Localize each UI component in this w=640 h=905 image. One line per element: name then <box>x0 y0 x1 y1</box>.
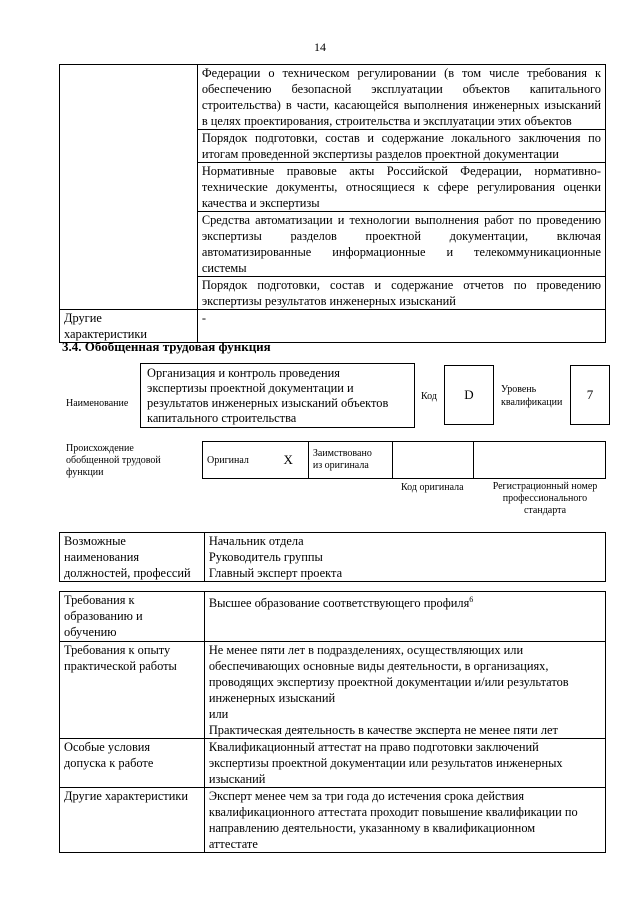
table-row <box>60 592 606 642</box>
name-label: Наименование <box>66 398 129 409</box>
table-cell: Порядок подготовки, состав и содержание локального заключения по итогам проведенной экспертизы разделов проектной документации <box>197 130 605 163</box>
origin-label: Происхождение обобщенной трудовой функции <box>66 443 161 478</box>
page-number: 14 <box>314 40 326 54</box>
positions-values: Начальник отдела Руководитель группы Главный эксперт проекта <box>204 533 605 582</box>
level-box <box>570 365 610 425</box>
code-caption: Код оригинала <box>401 482 464 493</box>
knowledge-table <box>59 64 606 343</box>
table-row-label: Другие характеристики <box>60 310 198 343</box>
table-cell-empty <box>60 65 198 310</box>
admission-value: Квалификационный аттестат на право подготовки заключений экспертизы проектной документации или результатов инженерных изысканий <box>204 739 605 788</box>
table-row <box>60 788 606 853</box>
table-cell: Федерации о техническом регулировании (в том числе требования к обеспечению безопасной эксплуатации объектов капитального строительства) в части, касающейся выполнения инженерных изысканий в целях проектирования, строительства и эксплуатации этих объектов <box>197 65 605 130</box>
level-label: Уровень квалификации <box>501 384 563 408</box>
requirements-table <box>59 591 606 853</box>
code-box <box>444 365 494 425</box>
table-cell: Средства автоматизации и технологии выполнения работ по проведению экспертизы разделов проектной документации, включая автоматизированные информационные и телекоммуникационные системы <box>197 212 605 277</box>
code-value: D <box>464 387 474 402</box>
experience-label: Требования к опыту практической работы <box>60 642 205 739</box>
origin-table <box>202 441 606 479</box>
table-cell: - <box>197 310 605 343</box>
positions-table <box>59 532 606 582</box>
code-label: Код <box>421 391 437 402</box>
reg-caption: Регистрационный номер профессионального стандарта <box>492 481 598 516</box>
original-label: Оригинал <box>203 442 269 479</box>
footnote-mark: 6 <box>469 595 474 604</box>
other-label: Другие характеристики <box>60 788 205 853</box>
other-value: Эксперт менее чем за три года до истечения срока действия квалификационного аттестата проходит повышение квалификации по направлению деятельности, указанному в квалификационном аттестате <box>204 788 605 853</box>
table-row <box>60 533 606 582</box>
original-code-cell <box>392 442 474 479</box>
table-cell: Нормативные правовые акты Российской Федерации, нормативно- технические документы, относящиеся к сфере регулирования оценки качества и экспертизы <box>197 163 605 212</box>
borrowed-label: Заимствовано из оригинала <box>308 442 392 479</box>
experience-value: Не менее пяти лет в подразделениях, осуществляющих или обеспечивающих основные виды деятельности, в организациях, проводящих экспертизу проектной документации и/или результатов инженерных изысканий или Практическая деятельность в качестве эксперта не менее пяти лет <box>204 642 605 739</box>
positions-label: Возможные наименования должностей, профессий <box>60 533 205 582</box>
table-row <box>60 65 606 130</box>
level-value: 7 <box>586 387 594 402</box>
function-name-box: Организация и контроль проведения экспертизы проектной документации и результатов инженерных изысканий объектов капитального строительства <box>140 363 415 428</box>
admission-label: Особые условия допуска к работе <box>60 739 205 788</box>
section-title: 3.4. Обобщенная трудовая функция <box>62 339 271 354</box>
table-row <box>60 642 606 739</box>
table-row <box>60 310 606 343</box>
original-mark: X <box>268 442 308 479</box>
table-row <box>60 739 606 788</box>
education-label: Требования к образованию и обучению <box>60 592 205 642</box>
reg-number-cell <box>474 442 606 479</box>
education-value: Высшее образование соответствующего профиля$^6$ <box>204 592 605 642</box>
table-cell: Порядок подготовки, состав и содержание отчетов по проведению экспертизы результатов инженерных изысканий <box>197 277 605 310</box>
